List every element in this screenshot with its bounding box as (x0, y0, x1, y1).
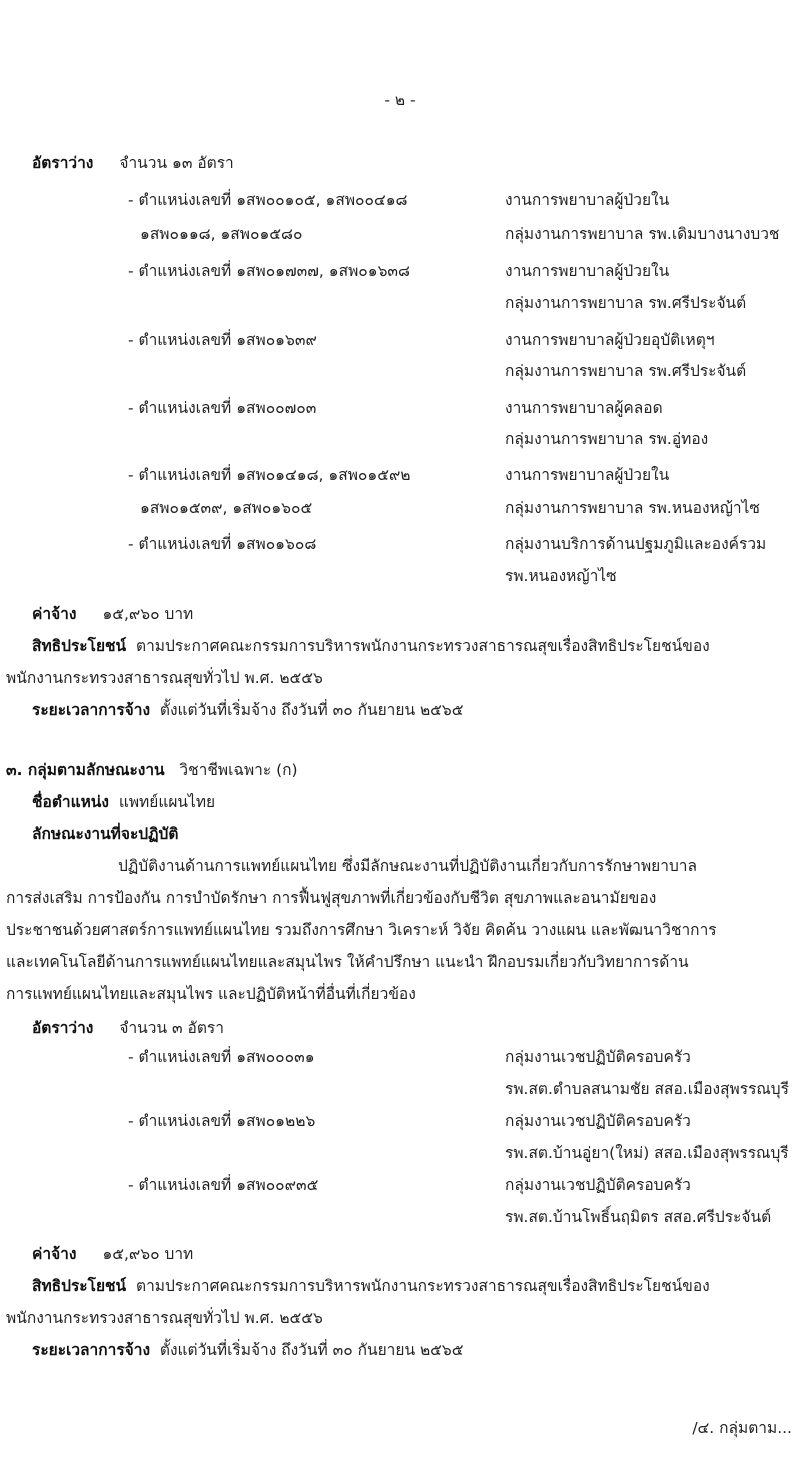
page-number: - ๒ - (384, 91, 416, 109)
benefit-text: ตามประกาศคณะกรรมการบริหารพนักงานกระทรวงสาธารณสุขเรื่องสิทธิประโยชน์ของ (136, 637, 710, 655)
position-line: ๑สพ๐๑๑๘, ๑สพ๐๑๕๘๐ (140, 225, 303, 243)
unit-line: งานการพยาบาลผู้ป่วยใน (505, 466, 670, 484)
position-name-label: ชื่อตำแหน่ง (32, 793, 109, 811)
period-line-2 (32, 1340, 464, 1360)
position-line: - ตำแหน่งเลขที่ ๑สพ๐๐๗๐๓ (128, 399, 317, 417)
position-line: - ตำแหน่งเลขที่ ๑สพ๐๐๑๐๕, ๑สพ๐๐๔๑๘ (128, 191, 408, 209)
group-heading-value: วิชาชีพเฉพาะ (ก) (179, 761, 298, 779)
continuation-note: /๔. กลุ่มตาม... (692, 1419, 792, 1437)
unit-line: กลุ่มงานการพยาบาล รพ.อู่ทอง (505, 430, 709, 448)
unit-line: งานการพยาบาลผู้ป่วยใน (505, 262, 670, 280)
period-line-1 (32, 700, 464, 720)
vacancy-label: อัตราว่าง (32, 154, 94, 172)
benefit-label: สิทธิประโยชน์ (32, 637, 127, 655)
period-text: ตั้งแต่วันที่เริ่มจ้าง ถึงวันที่ ๓๐ กันยายน ๒๕๖๕ (159, 1341, 464, 1359)
wage-value: ๑๕,๙๖๐ บาท (102, 605, 194, 623)
unit-line: กลุ่มงานการพยาบาล รพ.ศรีประจันต์ (505, 294, 747, 312)
vacancy-line-1 (32, 153, 234, 173)
vacancy-line-2 (32, 1018, 224, 1038)
position-line: - ตำแหน่งเลขที่ ๑สพ๐๐๙๓๕ (128, 1176, 319, 1194)
wage-label: ค่าจ้าง (32, 1245, 77, 1263)
period-label: ระยะเวลาการจ้าง (32, 701, 151, 719)
period-text: ตั้งแต่วันที่เริ่มจ้าง ถึงวันที่ ๓๐ กันยายน ๒๕๖๕ (159, 701, 464, 719)
period-label: ระยะเวลาการจ้าง (32, 1341, 151, 1359)
position-line: - ตำแหน่งเลขที่ ๑สพ๐๑๖๐๘ (128, 535, 317, 553)
wage-value: ๑๕,๙๖๐ บาท (102, 1245, 194, 1263)
unit-line: กลุ่มงานการพยาบาล รพ.ศรีประจันต์ (505, 362, 747, 380)
benefit-line-1 (32, 636, 710, 656)
benefit-text-cont: พนักงานกระทรวงสาธารณสุขทั่วไป พ.ศ. ๒๕๕๖ (6, 1309, 323, 1327)
unit-line: รพ.สต.บ้านอู่ยา(ใหม่) สสอ.เมืองสุพรรณบุรี (505, 1144, 789, 1162)
group-heading (6, 760, 298, 780)
wage-line-1 (32, 604, 193, 624)
duty-paragraph-line: และเทคโนโลยีด้านการแพทย์แผนไทยและสมุนไพร ให้คำปรึกษา แนะนำ ฝึกอบรมเกี่ยวกับวิทยาการด้าน (6, 953, 689, 971)
position-line: - ตำแหน่งเลขที่ ๑สพ๐๑๖๓๙ (128, 331, 317, 349)
unit-line: กลุ่มงานเวชปฏิบัติครอบครัว (505, 1176, 691, 1194)
unit-line: กลุ่มงานการพยาบาล รพ.หนองหญ้าไซ (505, 499, 760, 517)
benefit-text: ตามประกาศคณะกรรมการบริหารพนักงานกระทรวงสาธารณสุขเรื่องสิทธิประโยชน์ของ (136, 1277, 710, 1295)
duty-paragraph-line: การส่งเสริม การป้องกัน การบำบัดรักษา การฟื้นฟูสุขภาพที่เกี่ยวข้องกับชีวิต สุขภาพและอนามัยของ (6, 889, 657, 907)
unit-line: งานการพยาบาลผู้คลอด (505, 399, 663, 417)
position-line: - ตำแหน่งเลขที่ ๑สพ๐๑๒๒๖ (128, 1112, 316, 1130)
group-heading-label: ๓. กลุ่มตามลักษณะงาน (6, 761, 165, 779)
unit-line: กลุ่มงานเวชปฏิบัติครอบครัว (505, 1048, 691, 1066)
position-line: - ตำแหน่งเลขที่ ๑สพ๐๑๗๓๗, ๑สพ๐๑๖๓๘ (128, 262, 410, 280)
benefit-label: สิทธิประโยชน์ (32, 1277, 127, 1295)
vacancy-label: อัตราว่าง (32, 1019, 94, 1037)
unit-line: กลุ่มงานการพยาบาล รพ.เดิมบางนางบวช (505, 225, 780, 243)
benefit-text-cont: พนักงานกระทรวงสาธารณสุขทั่วไป พ.ศ. ๒๕๕๖ (6, 669, 323, 687)
duty-paragraph-line: ประชาชนด้วยศาสตร์การแพทย์แผนไทย รวมถึงการศึกษา วิเคราะห์ วิจัย คิดค้น วางแผน และพัฒนาวิชาการ (6, 921, 717, 939)
unit-line: งานการพยาบาลผู้ป่วยใน (505, 191, 670, 209)
vacancy-text: จำนวน ๑๓ อัตรา (119, 154, 234, 172)
unit-line: รพ.สต.ตำบลสนามชัย สสอ.เมืองสุพรรณบุรี (505, 1080, 789, 1098)
position-name-value: แพทย์แผนไทย (118, 793, 216, 811)
position-line: - ตำแหน่งเลขที่ ๑สพ๐๐๐๓๑ (128, 1048, 315, 1066)
unit-line: กลุ่มงานบริการด้านปฐมภูมิและองค์รวม (505, 535, 767, 553)
position-line: ๑สพ๐๑๕๓๙, ๑สพ๐๑๖๐๕ (140, 499, 313, 517)
wage-label: ค่าจ้าง (32, 605, 77, 623)
duty-heading: ลักษณะงานที่จะปฏิบัติ (32, 825, 179, 843)
position-line: - ตำแหน่งเลขที่ ๑สพ๐๑๔๑๘, ๑สพ๐๑๕๙๒ (128, 466, 411, 484)
duty-paragraph-line: ปฏิบัติงานด้านการแพทย์แผนไทย ซึ่งมีลักษณะงานที่ปฏิบัติงานเกี่ยวกับการรักษาพยาบาล (118, 857, 697, 875)
benefit-line-2 (32, 1276, 710, 1296)
unit-line: รพ.หนองหญ้าไซ (505, 567, 617, 585)
unit-line: รพ.สต.บ้านโพธิ์นฤมิตร สสอ.ศรีประจันต์ (505, 1208, 772, 1226)
position-name-line (32, 792, 215, 812)
duty-paragraph-line: การแพทย์แผนไทยและสมุนไพร และปฏิบัติหน้าที่อื่นที่เกี่ยวข้อง (6, 985, 416, 1003)
unit-line: งานการพยาบาลผู้ป่วยอุบัติเหตุฯ (505, 331, 715, 349)
unit-line: กลุ่มงานเวชปฏิบัติครอบครัว (505, 1112, 691, 1130)
wage-line-2 (32, 1244, 193, 1264)
vacancy-text: จำนวน ๓ อัตรา (119, 1019, 224, 1037)
